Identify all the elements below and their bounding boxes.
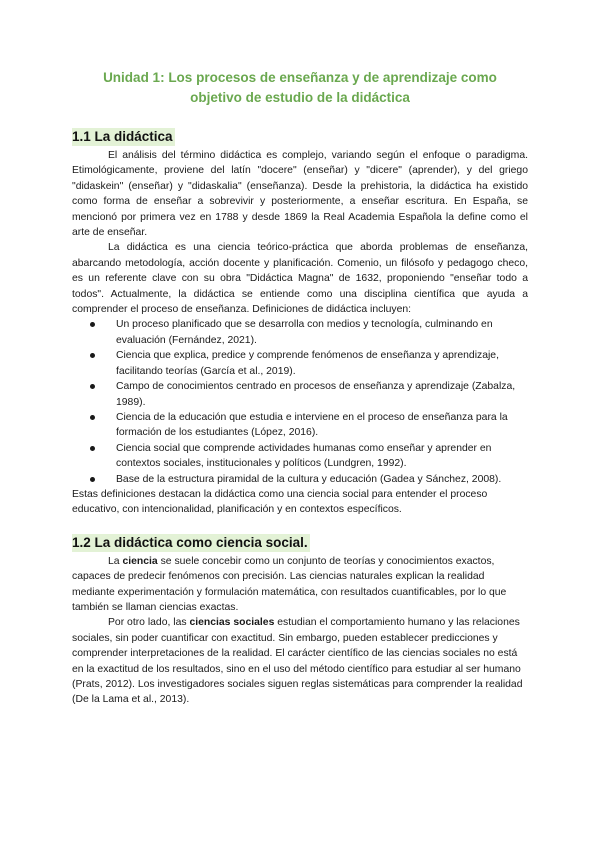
bullet-icon (90, 477, 95, 482)
paragraph-closing: Estas definiciones destacan la didáctica como una ciencia social para entender el proceso educativo, con intencionalidad, planificación y en contextos específicos. (72, 488, 488, 516)
list-item: Ciencia de la educación que estudia e interviene en el proceso de enseñanza para la formación de los estudiantes (López, 2016). (116, 410, 528, 441)
document-title: Unidad 1: Los procesos de enseñanza y de aprendizaje como objetivo de estudio de la didáctica (103, 70, 497, 105)
section-heading-1-1: 1.1 La didáctica (72, 129, 173, 144)
bullet-icon (90, 446, 95, 451)
list-item: Ciencia social que comprende actividades humanas como enseñar y aprender en contextos sociales, institucionales y políticos (Lundgren, 1992). (116, 441, 528, 472)
term-ciencias-sociales: ciencias sociales (189, 617, 275, 629)
list-item: Ciencia que explica, predice y comprende fenómenos de enseñanza y aprendizaje, facilitando teorías (García et al., 2019). (116, 348, 528, 379)
bullet-icon (90, 384, 95, 389)
paragraph-definition: La didáctica es una ciencia teórico-práctica que aborda problemas de enseñanza, abarcando metodología, acción docente y planificación. Comenio, un filósofo y pedagogo checo, es un referente clave con su obra "Didáctica Magna" de 1632, proponiendo "enseñar todo a todos". Actualmente, la didáctica se entiende como una disciplina científica que ayuda a comprender el proceso de enseñanza. Definiciones de didáctica incluyen: (72, 242, 528, 316)
paragraph-social-sciences: Por otro lado, las ciencias sociales estudian el comportamiento humano y las relaciones sociales, sin poder cuantificar con exactitud. Sin embargo, pueden establecer predicciones y comprender interpretaciones de la realidad. El carácter científico de las ciencias sociales no está en la exactitud de los resultados, sino en el uso del método científico para estudiar al ser humano (Prats, 2012). Los investigadores sociales siguen reglas sistemáticas para comprender la realidad (De la Lama et al., 2013). (72, 617, 523, 706)
definitions-list (72, 317, 528, 486)
bullet-icon (90, 322, 95, 327)
bullet-icon (90, 353, 95, 358)
list-item: Base de la estructura piramidal de la cultura y educación (Gadea y Sánchez, 2008). (116, 472, 528, 487)
paragraph-science: La ciencia se suele concebir como un conjunto de teorías y conocimientos exactos, capaces de predecir fenómenos con precisión. Las ciencias naturales explican la realidad mediante experimentación y formulación matemática, con resultados cuantificables, por lo que también se llaman ciencias exactas. (72, 555, 507, 613)
bullet-icon (90, 415, 95, 420)
term-ciencia: ciencia (122, 555, 158, 567)
section-spacer (72, 518, 528, 534)
list-item: Campo de conocimientos centrado en procesos de enseñanza y aprendizaje (Zabalza, 1989). (116, 379, 528, 410)
paragraph-etymology: El análisis del término didáctica es complejo, variando según el enfoque o paradigma. Etimológicamente, proviene del latín "docere" (enseñar) y "dicere" (aprender), y del griego "didaskein" (enseñar) y "didaskalia" (enseñanza). Desde la prehistoria, la didáctica ha existido como forma de enseñar a sobrevivir y posteriormente, a enseñar escritura. En España, se mencionó por primera vez en 1788 y desde 1869 la Real Academia Española la define como el arte de enseñar. (72, 150, 528, 239)
list-item: Un proceso planificado que se desarrolla con medios y tecnología, culminando en evaluación (Fernández, 2021). (116, 317, 528, 348)
section-heading-1-2: 1.2 La didáctica como ciencia social. (72, 534, 308, 550)
